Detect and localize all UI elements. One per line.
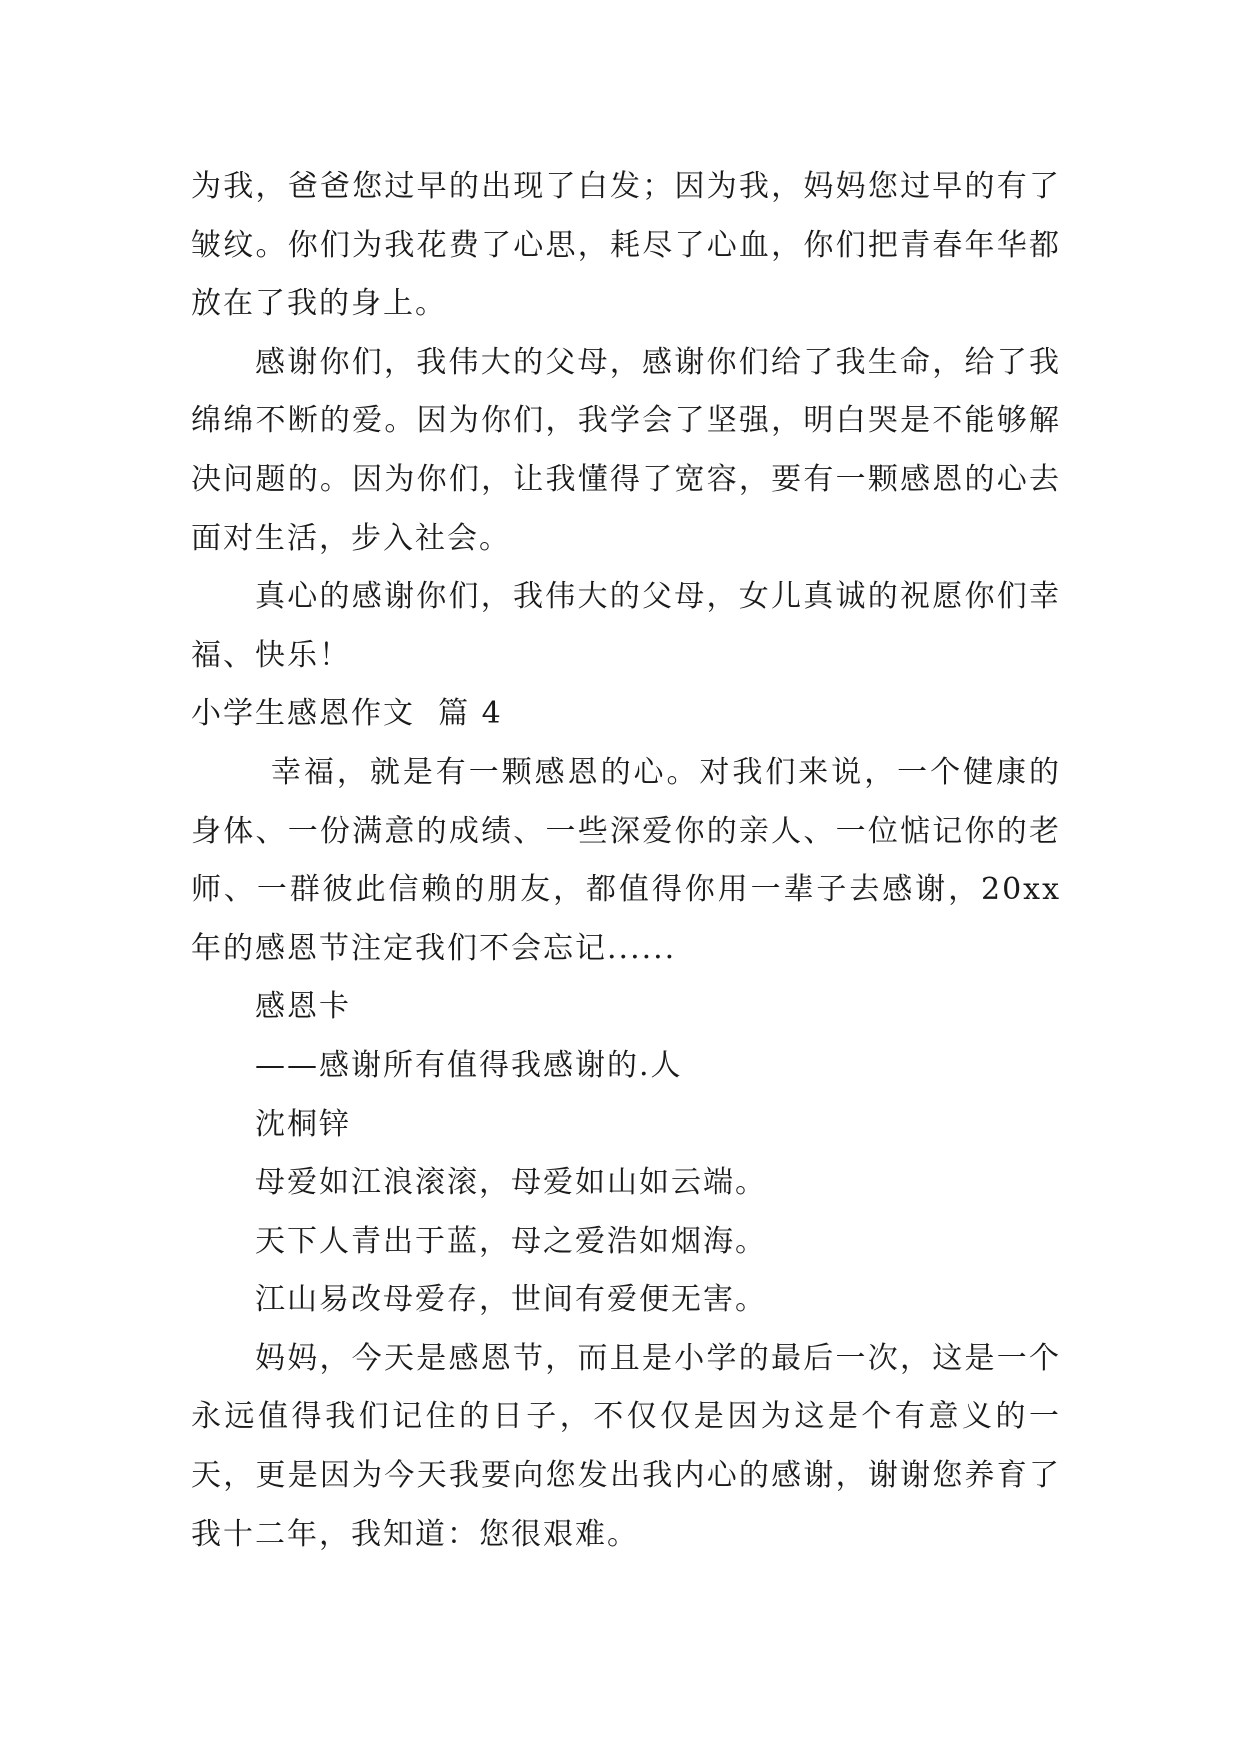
poem-line-1: 母爱如江浪滚滚，母爱如山如云端。 — [255, 1165, 767, 1201]
document-body — [191, 158, 1073, 1564]
section-heading: 小学生感恩作文 篇 4 — [191, 696, 503, 732]
card-title: 感恩卡 — [255, 989, 351, 1025]
paragraph-2: 感谢你们，我伟大的父母，感谢你们给了我生命，给了我绵绵不断的爱。因为你们，我学会了坚强，明白哭是不能够解决问题的。因为你们，让我懂得了宽容，要有一颗感恩的心去面对生活，步入社会。 — [191, 344, 1061, 556]
poem-line-3: 江山易改母爱存，世间有爱便无害。 — [255, 1282, 767, 1318]
paragraph-3: 真心的感谢你们，我伟大的父母，女儿真诚的祝愿你们幸福、快乐！ — [191, 579, 1061, 673]
paragraph-1: 为我，爸爸您过早的出现了白发；因为我，妈妈您过早的有了皱纹。你们为我花费了心思，耗尽了心血，你们把青春年华都放在了我的身上。 — [191, 169, 1061, 322]
author-name: 沈桐锌 — [255, 1106, 351, 1142]
paragraph-4: 幸福，就是有一颗感恩的心。对我们来说，一个健康的身体、一份满意的成绩、一些深爱你的亲人、一位惦记你的老师、一群彼此信赖的朋友，都值得你用一辈子去感谢，20xx 年的感恩节注定我们不会忘记...... — [191, 754, 1073, 966]
paragraph-5: 妈妈，今天是感恩节，而且是小学的最后一次，这是一个永远值得我们记住的日子，不仅仅是因为这是个有意义的一天，更是因为今天我要向您发出我内心的感谢，谢谢您养育了我十二年，我知道：您很艰难。 — [191, 1340, 1061, 1552]
card-subtitle: ——感谢所有值得我感谢的.人 — [255, 1047, 683, 1083]
poem-line-2: 天下人青出于蓝，母之爱浩如烟海。 — [255, 1223, 767, 1259]
